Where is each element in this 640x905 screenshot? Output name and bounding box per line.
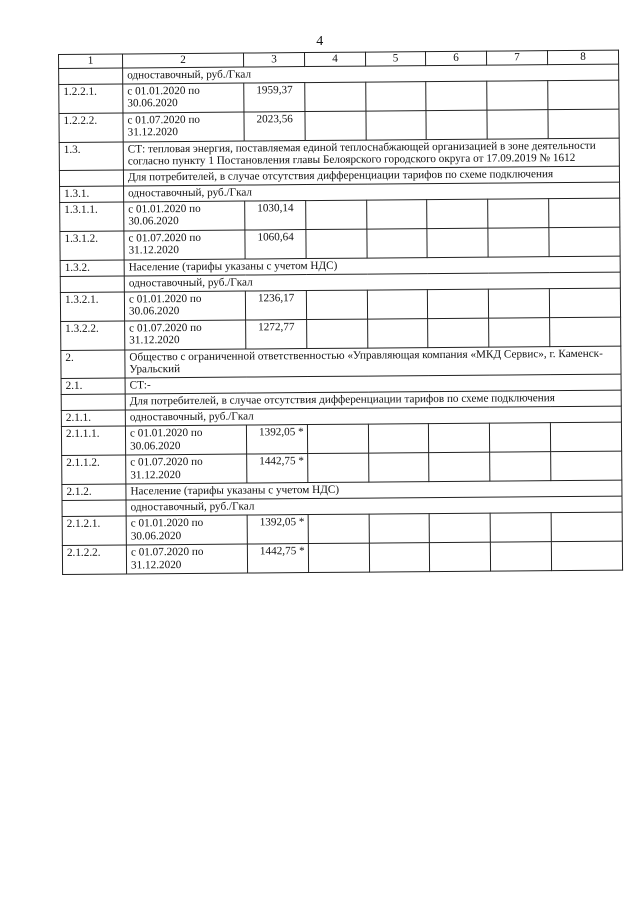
empty-cell <box>488 288 549 317</box>
empty-cell <box>429 542 490 571</box>
empty-cell <box>369 514 429 543</box>
row-code: 1.2.2.1. <box>59 84 123 114</box>
row-code: 2. <box>61 350 125 379</box>
row-description: одноставочный, руб./Гкал <box>123 64 619 84</box>
empty-cell <box>549 198 620 228</box>
empty-cell <box>427 289 488 318</box>
row-description: одноставочный, руб./Гкал <box>125 406 621 426</box>
row-code: 1.3.1.2. <box>60 231 124 261</box>
row-description: одноставочный, руб./Гкал <box>124 272 620 292</box>
row-code: 2.1.1.2. <box>62 455 126 485</box>
empty-cell <box>428 423 489 452</box>
row-description: Население (тарифы указаны с учетом НДС) <box>124 256 620 276</box>
empty-cell <box>429 513 490 542</box>
tariff-value: 2023,56 <box>244 111 305 140</box>
tariff-text-row <box>61 346 621 379</box>
tariff-table <box>58 50 623 575</box>
tariff-value-row <box>60 288 620 321</box>
empty-cell <box>426 110 487 139</box>
column-header: 7 <box>486 51 547 65</box>
empty-cell <box>307 424 368 453</box>
row-code <box>59 170 123 187</box>
tariff-value: 1959,37 <box>244 82 305 111</box>
period-cell: с 01.01.2020 по 30.06.2020 <box>126 515 247 545</box>
tariff-value: 1392,05 * <box>246 425 307 454</box>
row-code: 2.1.2. <box>62 484 126 501</box>
empty-cell <box>551 451 622 481</box>
empty-cell <box>308 453 369 482</box>
row-code <box>60 276 124 293</box>
empty-cell <box>308 543 369 572</box>
row-description: Население (тарифы указаны с учетом НДС) <box>126 480 622 500</box>
row-code: 1.3.2.1. <box>60 292 124 322</box>
tariff-value-row <box>61 317 621 350</box>
row-description: одноставочный, руб./Гкал <box>124 182 620 202</box>
row-description: СТ:- <box>125 374 621 394</box>
tariff-value: 1060,64 <box>245 229 306 258</box>
period-cell: с 01.07.2020 по 31.12.2020 <box>126 544 247 574</box>
row-code: 2.1.2.2. <box>62 545 126 575</box>
empty-cell <box>548 109 619 139</box>
tariff-value-row <box>59 109 619 142</box>
period-cell: с 01.07.2020 по 31.12.2020 <box>126 454 247 484</box>
empty-cell <box>488 198 549 227</box>
empty-cell <box>549 288 620 318</box>
tariff-value: 1272,77 <box>246 319 307 348</box>
tariff-value-row <box>60 227 620 260</box>
empty-cell <box>490 542 551 571</box>
empty-cell <box>427 228 488 257</box>
row-code: 2.1.1. <box>61 410 125 427</box>
period-cell: с 01.01.2020 по 30.06.2020 <box>123 83 244 113</box>
row-code <box>61 394 125 411</box>
empty-cell <box>490 513 551 542</box>
column-header: 8 <box>547 50 618 64</box>
empty-cell <box>367 228 427 257</box>
tariff-value: 1442,75 * <box>247 544 308 573</box>
row-description: Для потребителей, в случае отсутствия дифференциации тарифов по схеме подключения <box>123 166 619 186</box>
row-code <box>59 68 123 85</box>
period-cell: с 01.01.2020 по 30.06.2020 <box>124 201 245 231</box>
page-number: 4 <box>316 34 324 49</box>
empty-cell <box>305 82 366 111</box>
empty-cell <box>306 229 367 258</box>
empty-cell <box>367 199 427 228</box>
tariff-value-row <box>62 541 622 574</box>
empty-cell <box>428 318 489 347</box>
empty-cell <box>369 543 429 572</box>
column-header: 3 <box>243 53 304 67</box>
column-header: 5 <box>365 52 425 66</box>
period-cell: с 01.07.2020 по 31.12.2020 <box>123 112 244 142</box>
empty-cell <box>489 423 550 452</box>
empty-cell <box>490 452 551 481</box>
empty-cell <box>426 81 487 110</box>
empty-cell <box>427 199 488 228</box>
empty-cell <box>368 318 428 347</box>
tariff-value: 1236,17 <box>245 290 306 319</box>
empty-cell <box>550 317 621 347</box>
empty-cell <box>488 227 549 256</box>
empty-cell <box>366 81 426 110</box>
period-cell: с 01.07.2020 по 31.12.2020 <box>125 320 246 350</box>
row-code: 1.3. <box>59 142 123 171</box>
tariff-value-row <box>60 198 620 231</box>
tariff-value-row <box>59 80 619 113</box>
empty-cell <box>367 289 427 318</box>
row-code: 2.1.2.1. <box>62 516 126 546</box>
period-cell: с 01.01.2020 по 30.06.2020 <box>124 291 245 321</box>
empty-cell <box>548 80 619 110</box>
empty-cell <box>307 319 368 348</box>
row-description: Для потребителей, в случае отсутствия дифференциации тарифов по схеме подключения <box>125 390 621 410</box>
row-code: 1.3.2. <box>60 260 124 277</box>
tariff-value: 1030,14 <box>245 200 306 229</box>
period-cell: с 01.01.2020 по 30.06.2020 <box>125 425 246 455</box>
tariff-value-row <box>62 451 622 484</box>
tariff-text-row <box>59 138 619 171</box>
row-code: 1.3.2.2. <box>61 321 125 351</box>
column-header: 2 <box>123 53 244 68</box>
empty-cell <box>487 80 548 109</box>
tariff-value: 1392,05 * <box>247 515 308 544</box>
row-description: одноставочный, руб./Гкал <box>126 496 622 516</box>
empty-cell <box>308 514 369 543</box>
empty-cell <box>306 200 367 229</box>
empty-cell <box>366 110 426 139</box>
column-header: 4 <box>304 52 365 66</box>
empty-cell <box>489 317 550 346</box>
empty-cell <box>549 227 620 257</box>
empty-cell <box>306 290 367 319</box>
row-code: 1.3.1. <box>60 186 124 203</box>
empty-cell <box>369 453 429 482</box>
empty-cell <box>368 424 428 453</box>
period-cell: с 01.07.2020 по 31.12.2020 <box>124 230 245 260</box>
tariff-value: 1442,75 * <box>247 454 308 483</box>
empty-cell <box>429 452 490 481</box>
row-code: 1.3.1.1. <box>60 202 124 232</box>
empty-cell <box>551 541 622 571</box>
empty-cell <box>487 109 548 138</box>
row-code <box>62 500 126 517</box>
tariff-value-row <box>62 512 622 545</box>
empty-cell <box>551 512 622 542</box>
row-code: 2.1.1.1. <box>61 426 125 456</box>
row-code: 1.2.2.2. <box>59 113 123 143</box>
row-description: СТ: тепловая энергия, поставляемая единой теплоснабжающей организацией в зоне деятельности согласно пункту 1 Постановления главы Белоярского городского округа от 17.09.2019 № 1612 <box>123 138 619 170</box>
empty-cell <box>305 111 366 140</box>
empty-cell <box>550 422 621 452</box>
column-header: 6 <box>425 51 486 65</box>
row-code: 2.1. <box>61 378 125 395</box>
row-description: Общество с ограниченной ответственностью «Управляющая компания «МКД Сервис», г. Каменск-Уральский <box>125 346 621 378</box>
tariff-value-row <box>61 422 621 455</box>
column-header: 1 <box>59 54 123 68</box>
